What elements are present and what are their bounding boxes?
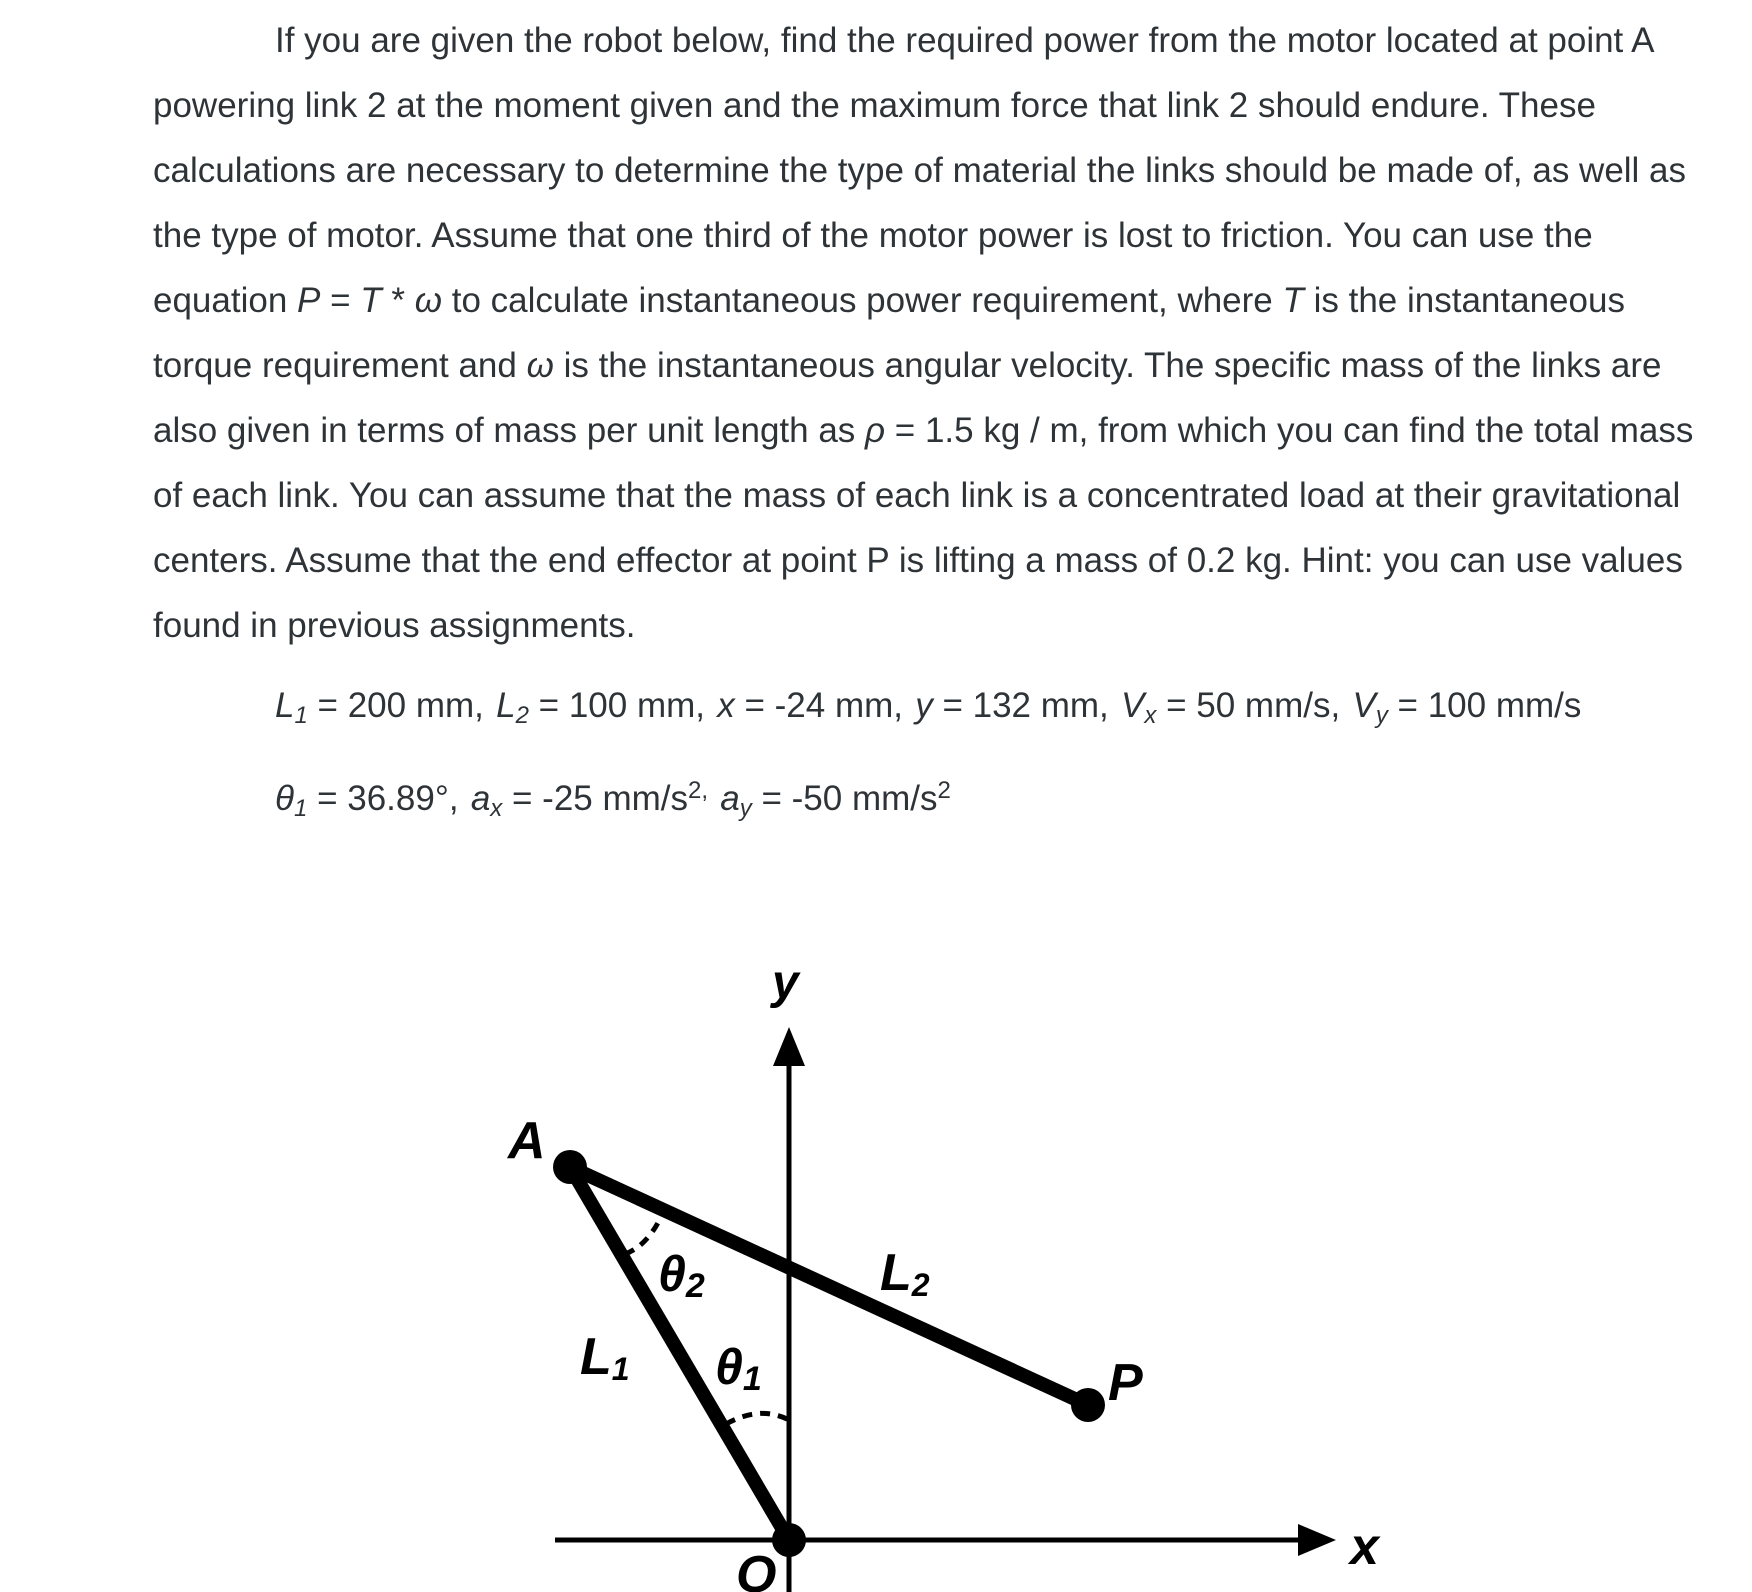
torque-variable: T <box>1282 281 1304 320</box>
end-effector-P <box>1071 1388 1105 1422</box>
point-P-label: P <box>1108 1354 1143 1412</box>
x-axis-arrowhead <box>1298 1524 1336 1556</box>
L2-label-symbol: L <box>880 1244 912 1302</box>
x-axis-label: x <box>1350 1518 1379 1576</box>
L1-label-symbol: L <box>580 1328 612 1386</box>
robot-arm-diagram <box>0 900 1752 1592</box>
y-axis-arrowhead <box>773 1027 805 1066</box>
given-y-value: = 132 mm, <box>932 686 1109 725</box>
omega-variable: ω <box>526 346 554 385</box>
givens-line-1 <box>275 686 1581 736</box>
given-ax-value: = -25 mm/s <box>502 779 689 818</box>
given-vy-subscript: y <box>1375 702 1388 729</box>
given-L1-value: = 200 mm, <box>307 686 484 725</box>
theta1-label <box>715 1339 762 1398</box>
given-ay-value: = -50 mm/s <box>751 779 938 818</box>
theta1-label-symbol: θ <box>715 1339 743 1395</box>
problem-text-3: is the instantaneous torque requirement and <box>153 281 1625 385</box>
L2-label <box>880 1244 930 1303</box>
y-axis-label: y <box>772 956 799 1009</box>
problem-text-1: If you are given the robot below, find the required power from the motor located at point A powering link 2 at the moment given and the maximum force that link 2 should endure. These calculations are necessary to determine the type of material the links should be made of, as well as the type of motor. Assume that one third of the motor power is lost to friction. You can use the equation <box>153 21 1687 320</box>
given-x-value: = -24 mm, <box>734 686 903 725</box>
given-L2-value: = 100 mm, <box>528 686 705 725</box>
given-ax-subscript: x <box>490 795 503 822</box>
equation-torque-symbol: T <box>360 281 382 320</box>
given-theta1-value: = 36.89°, <box>307 779 459 818</box>
given-theta1-subscript: 1 <box>294 795 308 822</box>
given-L2-subscript: 2 <box>515 702 529 729</box>
given-ay-symbol: a <box>720 779 740 818</box>
L1-label-subscript: 1 <box>611 1351 630 1387</box>
joint-A <box>553 1150 587 1184</box>
rho-variable: ρ <box>865 411 886 450</box>
given-L2-symbol: L <box>496 686 516 725</box>
equation-equals: = <box>320 281 361 320</box>
theta1-arc <box>726 1413 789 1424</box>
given-vx-symbol: V <box>1121 686 1145 725</box>
given-ax-symbol: a <box>470 779 491 818</box>
problem-text-4: is the instantaneous angular velocity. The specific mass of the links are also given in terms of mass per unit length as <box>153 346 1662 450</box>
given-vx-value: = 50 mm/s, <box>1156 686 1341 725</box>
given-ax-comma: , <box>701 777 709 804</box>
origin-joint-O <box>772 1523 806 1557</box>
point-O-label: O <box>736 1546 777 1592</box>
L2-label-subscript: 2 <box>911 1267 930 1303</box>
theta2-label <box>658 1246 705 1305</box>
equation-power-symbol: P <box>297 281 321 320</box>
theta2-label-symbol: θ <box>658 1246 686 1302</box>
given-theta1-symbol: θ <box>275 779 294 818</box>
problem-text-2: to calculate instantaneous power requirement, where <box>442 281 1283 320</box>
problem-text-5: = 1.5 kg / m, from which you can find the total mass of each link. You can assume that the mass of each link is a concentrated load at their gravitational centers. Assume that the end effector at point P is lifting a mass of 0.2 kg. Hint: you can use values found in previous assignments. <box>153 411 1694 645</box>
given-vy-value: = 100 mm/s <box>1387 686 1582 725</box>
theta1-label-subscript: 1 <box>742 1360 762 1398</box>
equation-omega-symbol: ω <box>414 281 443 320</box>
point-A-label: A <box>508 1112 546 1170</box>
given-ay-exponent: 2 <box>937 777 951 804</box>
given-ax-exponent: 2 <box>688 777 702 804</box>
equation-times: * <box>381 281 415 320</box>
problem-paragraph <box>153 8 1713 658</box>
given-L1-subscript: 1 <box>294 702 308 729</box>
given-vx-subscript: x <box>1144 702 1157 729</box>
givens-line-2 <box>275 771 951 829</box>
theta2-label-subscript: 2 <box>685 1267 705 1305</box>
L1-label <box>580 1328 630 1387</box>
given-y-symbol: y <box>915 686 933 725</box>
given-vy-symbol: V <box>1352 686 1376 725</box>
given-L1-symbol: L <box>275 686 295 725</box>
problem-statement <box>153 8 1713 658</box>
given-ay-subscript: y <box>739 795 752 822</box>
given-x-symbol: x <box>717 686 735 725</box>
